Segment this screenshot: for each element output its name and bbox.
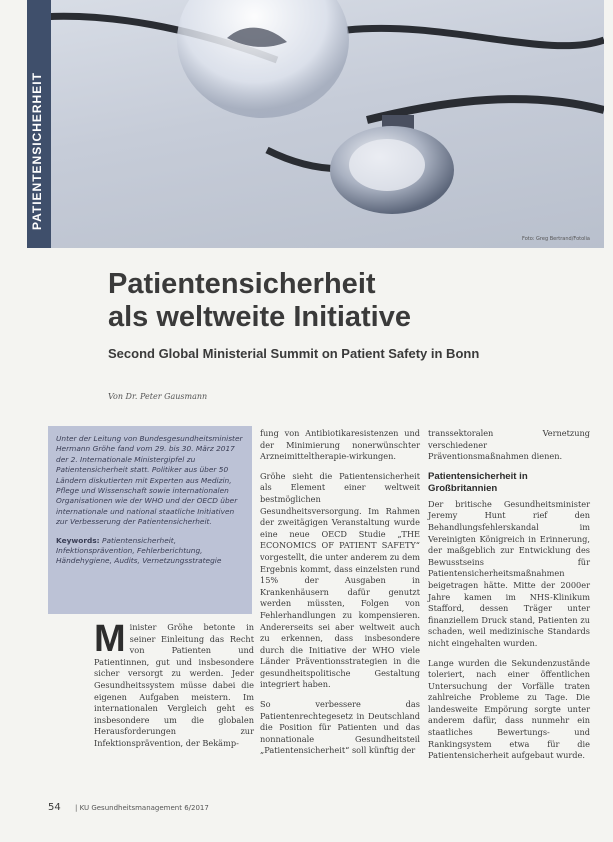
page-number: 54 <box>48 802 61 813</box>
paragraph: inister Gröhe betonte in seiner Einleitung das Recht von Patienten und Patientinnen, gut und insbesondere sicher versorgt zu werden. Jeder Gesundheitssystem müsse dabei die eigenen Aufgaben meistern. Im internationalen Vergleich geht es insbesondere um die globalen Herausforderungen zur Infektionsprävention, der Bekämp- <box>94 622 254 748</box>
paragraph: So verbessere das Patientenrechtegesetz in Deutschland die Position für Patienten und das nonnationale Gesundheitsteil „Patientensicherheit“ soll künftig der <box>260 699 420 756</box>
paragraph: Lange wurden die Sekundenzustände toleriert, nach einer öffentlichen Untersuchung der Vorfälle traten zahlreiche Probleme zu Tage. Die landesweite Empörung sorgte unter anderem dafür, dass nunmehr ein staatliches Bewertungs- und Rankingsystem etwa für die Patientensicherheit aufgebaut wurde. <box>428 657 590 761</box>
journal-name: KU Gesundheitsmanagement 6/2017 <box>79 804 209 812</box>
footer-separator: | <box>74 804 78 812</box>
paragraph: transsektoralen Vernetzung verschiedener Präventionsmaßnahmen dienen. <box>428 428 590 462</box>
author-byline: Von Dr. Peter Gausmann <box>108 392 208 401</box>
title-line-2: als weltweite Initiative <box>108 301 411 333</box>
abstract-text: Unter der Leitung von Bundesgesundheitsminister Hermann Gröhe fand vom 29. bis 30. März 2017 der 2. Internationale Ministergipfel zu Patientensicherheit statt. Politiker aus über 50 Ländern diskutierten mit Experten aus Medizin, Pflege und Wissenschaft sowie internationalen Organisationen wie der WHO und der OECD über internationale und national staatliche Initiativen zur Verbesserung der Patientensicherheit. <box>56 434 243 527</box>
page-footer <box>48 802 209 813</box>
hero-image <box>27 0 604 248</box>
paragraph: Der britische Gesundheitsminister Jeremy Hunt rief den Behandlungsfehlerskandal im Vereinigten Königreich in Erinnerung, der maßgeblich zur Entwicklung des Bewusstseins für Patientensicherheitsmaßnahmen beigetragen hätte. Mitte der 2000er Jahre kamen im NHS-Klinikum Stafford, dessen Träger unter finanziellem Druck stand, Patienten zu schaden, weil medizinische Standards nicht eingehalten wurden. <box>428 498 590 648</box>
keywords-text: Patientensicherheit, Infektionsprävention, Fehlerberichtung, Händehygiene, Audits, Vernetzungsstrategie <box>56 535 222 566</box>
title-line-1: Patientensicherheit <box>108 268 376 300</box>
drop-cap: M <box>94 618 126 660</box>
body-column-1 <box>94 618 254 758</box>
paragraph: Gröhe sieht die Patientensicherheit als Element einer weltweit bestmöglichen Gesundheitsversorgung. Im Rahmen der zweitägigen Veranstaltung wurde eine neue OECD Studie „THE ECONOMICS OF PATIENT SAFETY“ vorgestellt, die unter anderem zu dem Ergebnis kommt, dass einzelsten rund 15% der Ausgaben in Krankenhäusern dafür genutzt werden müssten, Folgen von Fehlerhandlungen zu kompensieren. Andererseits sei aber weltweit auch zu erkennen, dass insbesondere durch die Initiative der WHO viele Länder Präventionsstrategien in die gesundheitspolitische Gestaltung integriert haben. <box>260 470 420 690</box>
article-subtitle: Second Global Ministerial Summit on Patient Safety in Bonn <box>108 346 480 361</box>
stethoscope-globe-illustration <box>27 0 604 248</box>
body-column-2 <box>260 428 420 765</box>
keywords-label: Keywords: <box>56 535 100 545</box>
abstract-box <box>48 426 252 614</box>
photo-credit: Foto: Greg Bertrand/Fotolia <box>522 236 590 242</box>
article-title <box>108 268 411 334</box>
paragraph: fung von Antibiotikaresistenzen und der Minimierung nonerwünschter Arzneimitteltherapie-wirkungen. <box>260 428 420 462</box>
section-label: PATIENTENSICHERHEIT <box>30 72 44 230</box>
keywords <box>56 536 244 567</box>
body-column-3 <box>428 428 590 770</box>
section-heading: Patientensicherheit in Großbritannien <box>428 470 528 494</box>
